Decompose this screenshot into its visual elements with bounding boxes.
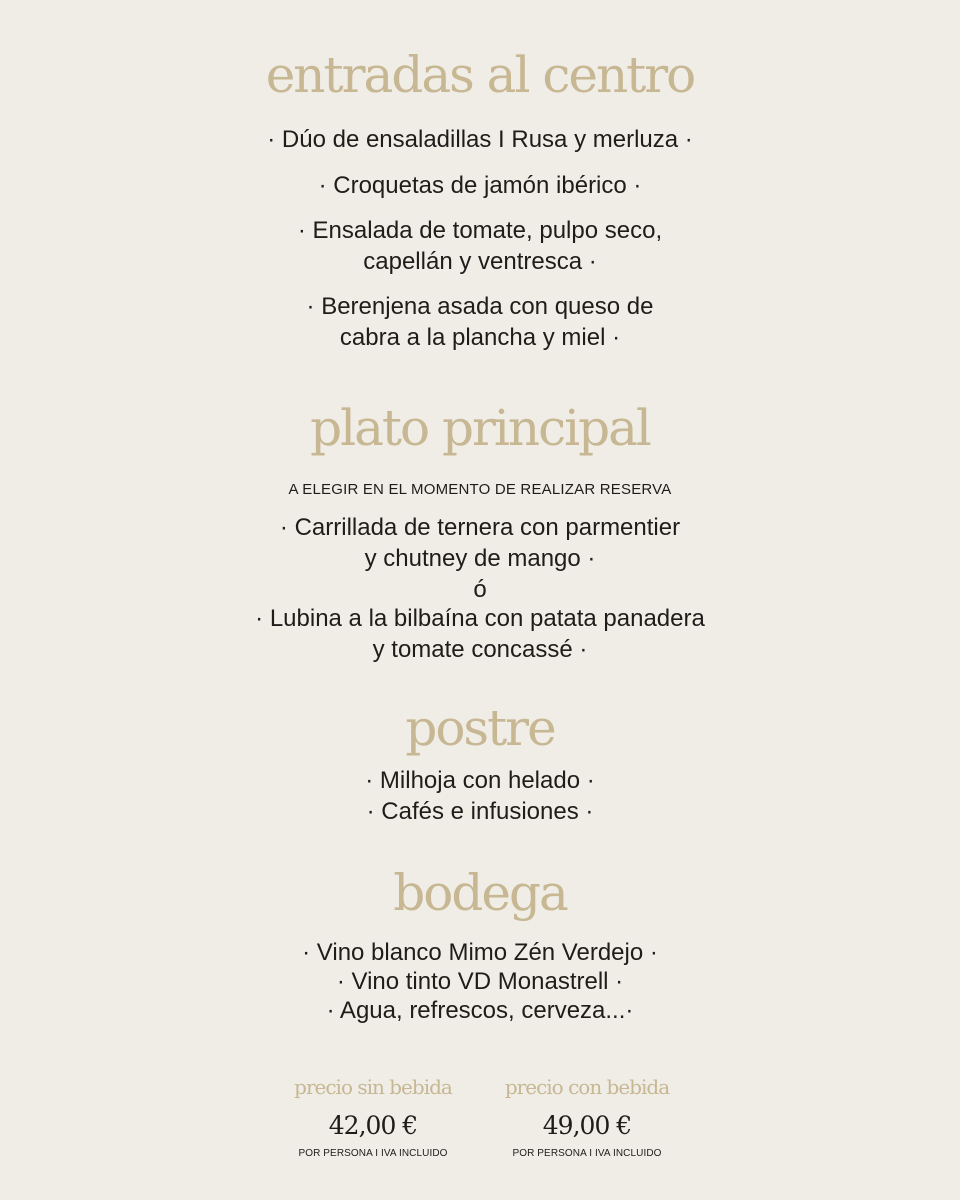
price-label: precio con bebida [504,1075,670,1099]
menu-item-agua: · Agua, refrescos, cerveza...· [326,997,634,1024]
menu-item-lubina-line-1: · Lubina a la bilbaína con patata panadera [255,605,705,632]
menu-item-carrillada-line-2: y chutney de mango · [364,545,596,572]
menu-item-vino-tinto: · Vino tinto VD Monastrell · [336,968,624,995]
menu-item-cafes: · Cafés e infusiones · [366,798,594,825]
menu-item-ensalada-line-1: · Ensalada de tomate, pulpo seco, [297,217,663,244]
price-amount: 42,00 € [328,1111,418,1140]
menu-item-milhoja: · Milhoja con helado · [365,767,595,794]
section-title-cellar: bodega [393,864,567,922]
menu-item-berenjena-line-2: cabra a la plancha y miel · [339,324,621,351]
price-amount: 49,00 € [542,1111,632,1140]
price-note: POR PERSONA I IVA INCLUIDO [512,1148,662,1159]
price-note: POR PERSONA I IVA INCLUIDO [298,1148,448,1159]
section-title-main: plato principal [310,399,650,457]
menu-item-ensalada-line-2: capellán y ventresca · [363,248,597,275]
menu-item-croquetas: · Croquetas de jamón ibérico · [318,172,642,199]
menu-item-lubina-line-2: y tomate concassé · [372,636,588,663]
menu-item-carrillada-line-1: · Carrillada de ternera con parmentier [279,514,681,541]
menu-item-or: ó [473,576,487,603]
section-title-starters: entradas al centro [265,46,695,104]
price-with-drinks [487,1077,687,1159]
price-without-drinks [273,1077,473,1159]
menu-item-vino-blanco: · Vino blanco Mimo Zén Verdejo · [302,939,658,966]
menu-item-ensaladillas: · Dúo de ensaladillas I Rusa y merluza · [267,126,693,153]
price-label: precio sin bebida [294,1075,452,1099]
main-course-note: A ELEGIR EN EL MOMENTO DE REALIZAR RESERVA [288,481,672,498]
menu-item-berenjena-line-1: · Berenjena asada con queso de [306,293,654,320]
section-title-dessert: postre [405,699,555,757]
